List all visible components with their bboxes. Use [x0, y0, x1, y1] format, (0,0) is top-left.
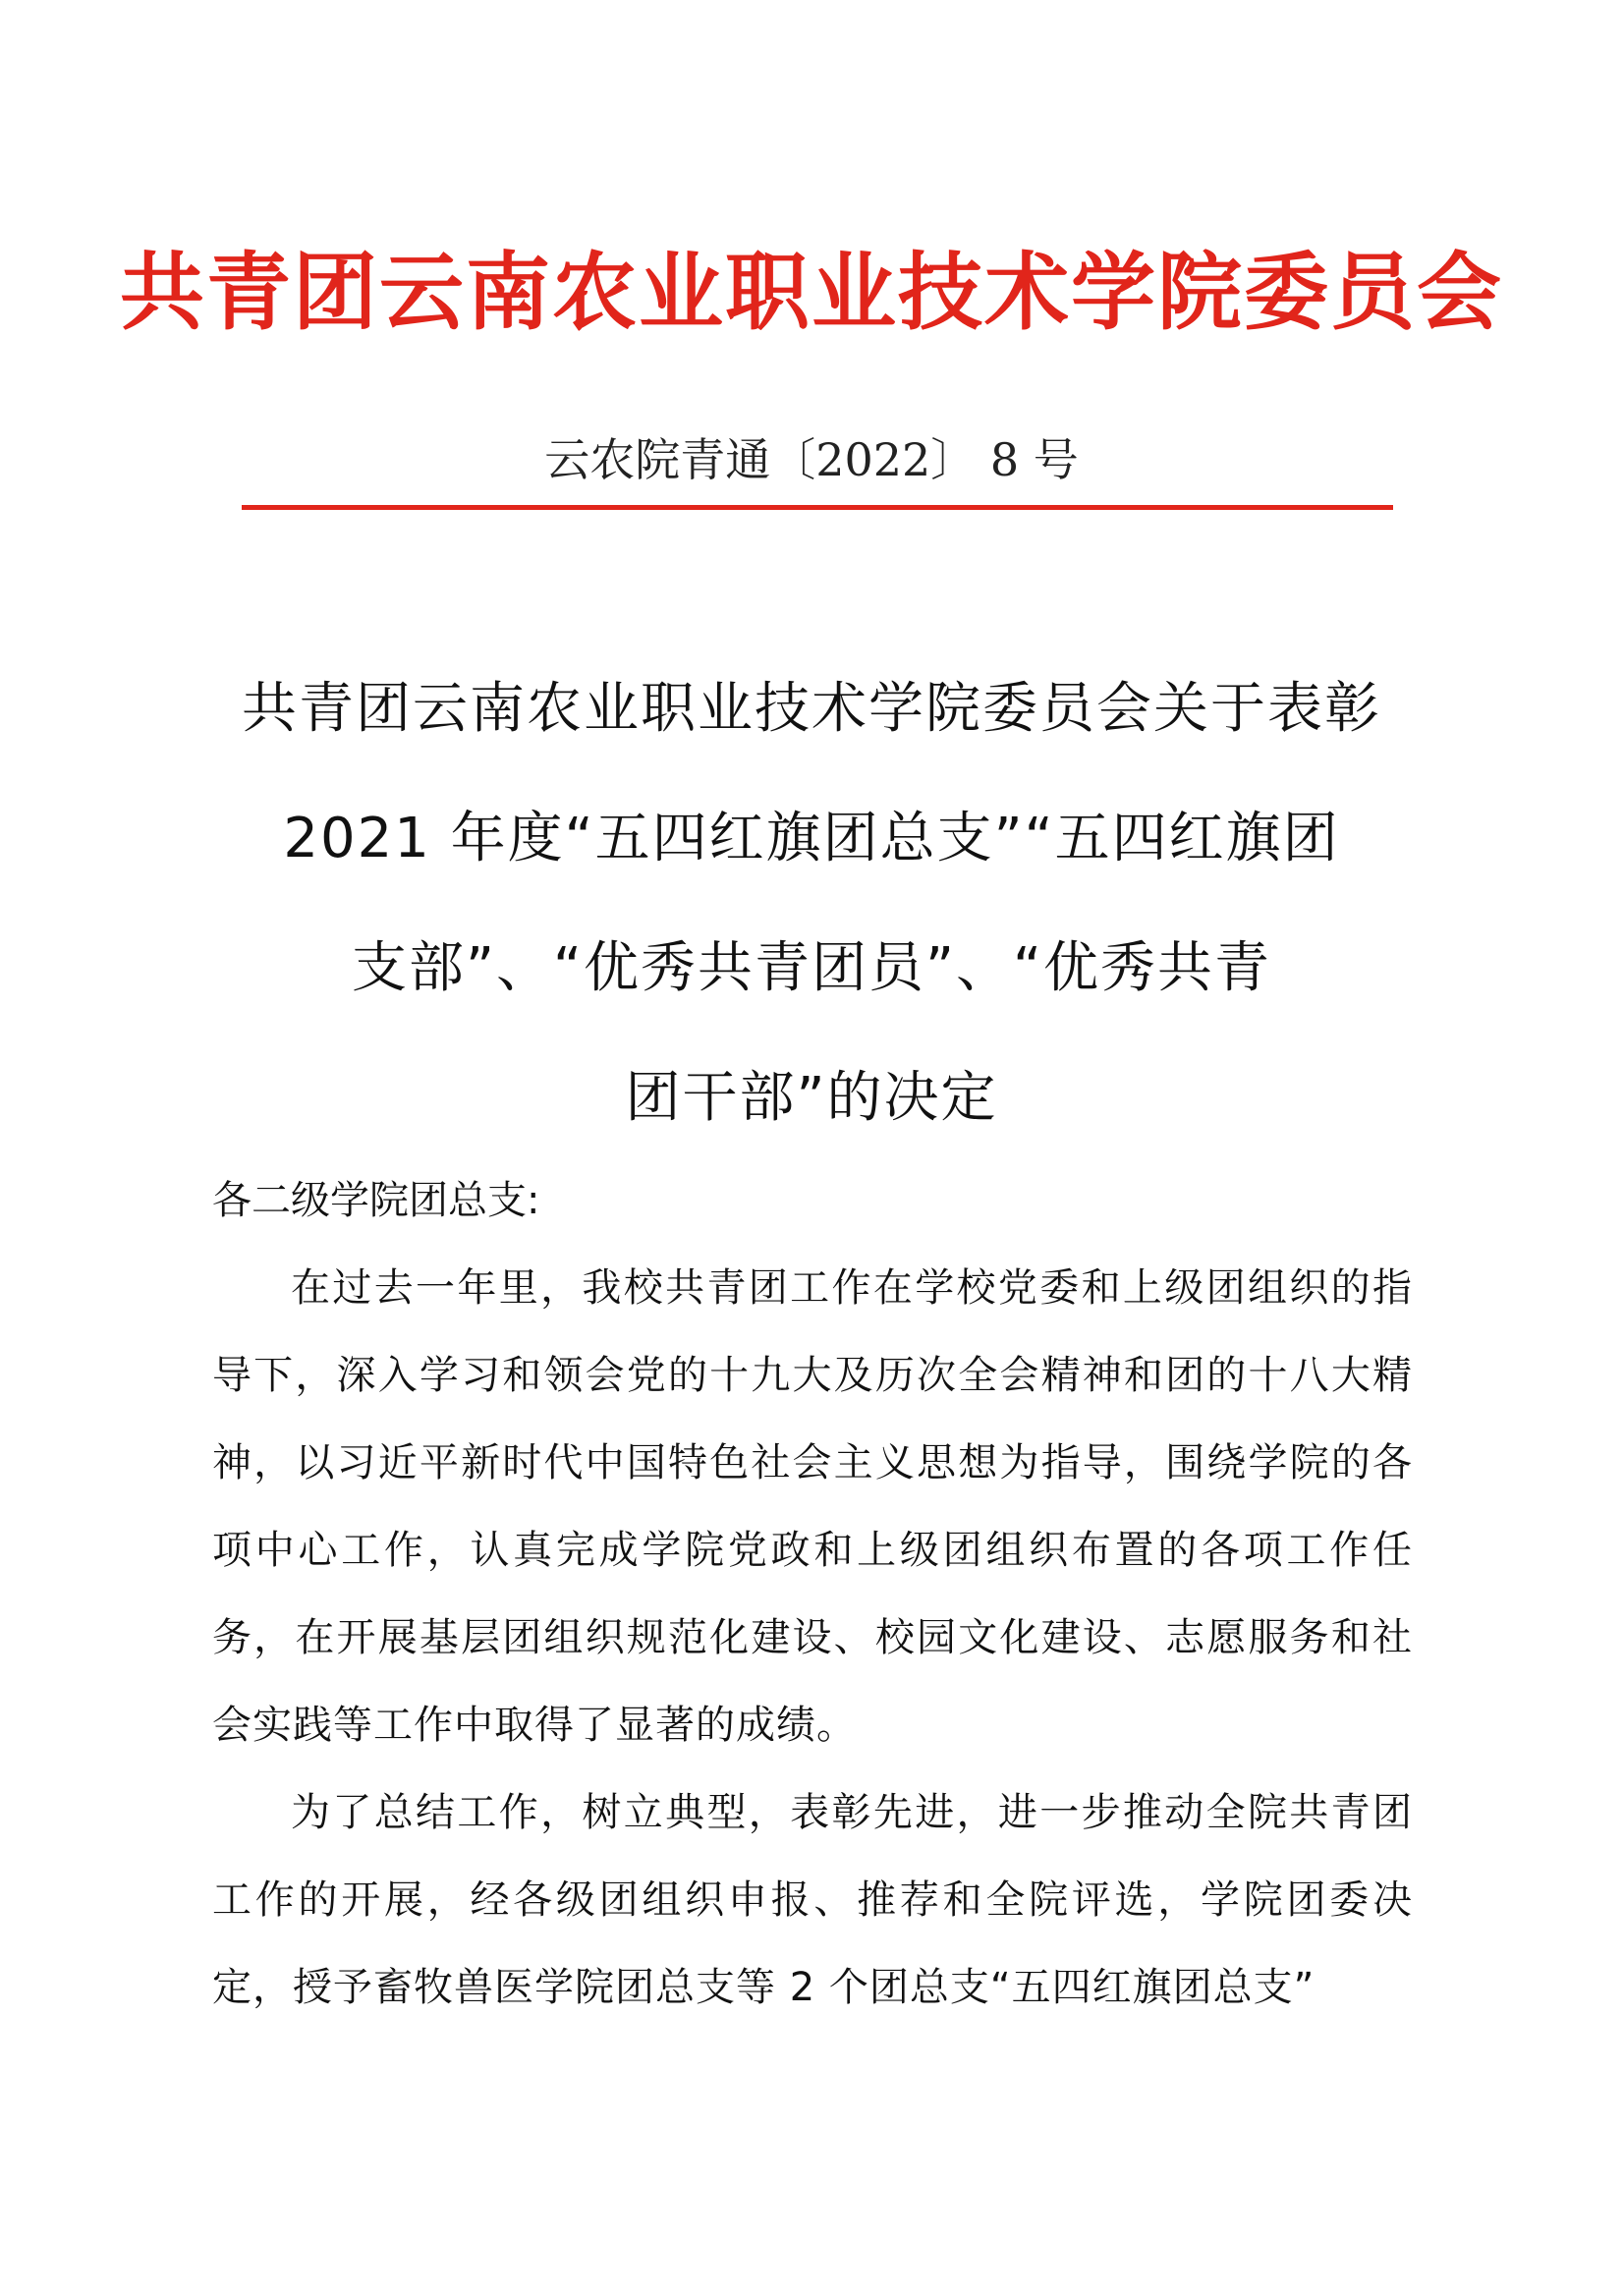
document-title-line: 共青团云南农业职业技术学院委员会关于表彰: [242, 677, 1381, 741]
document-title-line: 团干部”的决定: [625, 1066, 998, 1130]
document-title-line: 2021 年度“五四红旗团总支”“五四红旗团: [283, 807, 1340, 870]
document-title-line: 支部”、“优秀共青团员”、“优秀共青: [351, 936, 1272, 1000]
document-number: 云农院青通〔2022〕 8 号: [544, 433, 1079, 486]
body-paragraph: 为了总结工作，树立典型，表彰先进，进一步推动全院共青团工作的开展，经各级团组织申报、推荐和全院评选，学院团委决定，授予畜牧兽医学院团总支等 2 个团总支“五四红旗团总支”: [212, 1790, 1413, 2010]
document-title: [0, 644, 1623, 1163]
red-header-rule: [242, 505, 1393, 510]
body-paragraph: 在过去一年里，我校共青团工作在学校党委和上级团组织的指导下，深入学习和领会党的十九大及历次全会精神和团的十八大精神，以习近平新时代中国特色社会主义思想为指导，围绕学院的各项中心工作，认真完成学院党政和上级团组织布置的各项工作任务，在开展基层团组织规范化建设、校园文化建设、志愿服务和社会实践等工作中取得了显著的成绩。: [212, 1265, 1413, 1748]
document-body: [212, 1157, 1413, 2032]
salutation: 各二级学院团总支:: [212, 1178, 540, 1223]
issuer-header-title: 共青团云南农业职业技术学院委员会: [120, 243, 1503, 342]
